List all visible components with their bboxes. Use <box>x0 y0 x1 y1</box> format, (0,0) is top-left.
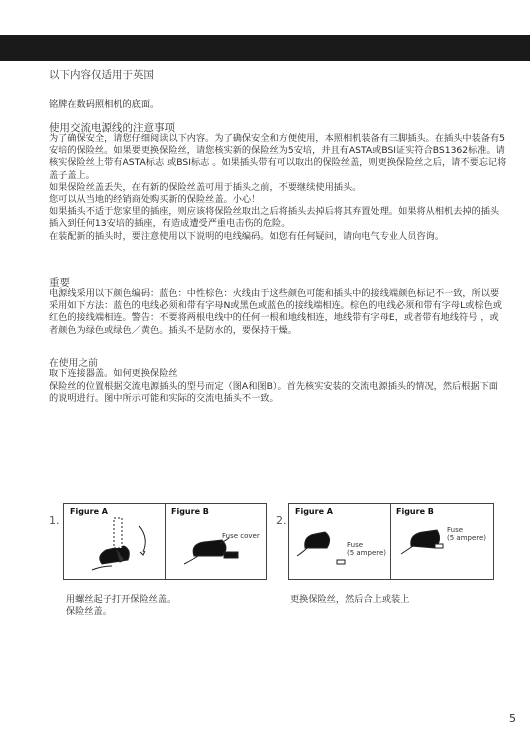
section-title-power-cord: 使用交流电源线的注意事项 <box>49 122 175 134</box>
fuse-text <box>49 381 507 405</box>
paragraph: 保险丝的位置根据交流电源插头的型号而定（图A和图B）。首先核实安装的交流电源插头的情况，然后根据下面的说明进行。图中所示可能和实际的交流电插头不一致。 <box>49 381 498 405</box>
step2-caption: 更换保险丝，然后合上或装上 <box>290 594 410 605</box>
fuse-callout-b: Fuse (5 ampere) <box>447 526 487 542</box>
figure-step1 <box>63 503 267 580</box>
paragraph: 在装配新的插头时，要注意使用以下说明的电线编码。如您有任何疑问，请向电气专业人员咨询。 <box>49 230 445 242</box>
section-title-before-use: 在使用之前 <box>49 358 98 369</box>
step-number: 1. <box>49 514 60 527</box>
paragraph: 如果保险丝盖丢失，在有新的保险丝盖可用于插头之前，不要继续使用插头。 <box>49 181 362 193</box>
header-bar <box>0 35 530 61</box>
step-number: 2. <box>276 514 287 527</box>
figure-step2 <box>288 503 494 580</box>
paragraph: 电源线采用以下颜色编码：蓝色：中性棕色：火线由于这些颜色可能和插头中的接线端颜色标记不一致，所以要采用如下方法：蓝色的电线必须和带有字母N或黑色或蓝色的接线端相连。棕色的电线必须和带有字母L或棕色或红色的接线端相连。警告：不要将两根电线中的任何一根和地线相连，地线带有字母E，或者带有地线符号 ，或者颜色为绿色或绿色／黄色。插头不是防水的，要保持干燥。 <box>49 288 502 336</box>
section-body-power-cord <box>49 133 507 243</box>
paragraph: 取下连接器盖。如何更换保险丝 <box>49 368 178 379</box>
uk-only-note: 以下内容仅适用于英国 <box>49 69 154 81</box>
before-use-text <box>49 368 507 380</box>
figure-a-label: Figure A <box>295 507 333 516</box>
paragraph: 为了确保安全，请您仔细阅读以下内容。为了确保安全和方便使用，本照相机装备有三脚插头。在插头中装备有5安培的保险丝。如果要更换保险丝，请您核实新的保险丝为5安培，并且有ASTA或BSI证实符合BS1362标准。请核实保险丝上带有ASTA标志 或BSI标志 。如果插头带有可以取出的保险丝盖，则更换保险丝之后，请不要忘记将盖子盖上。 <box>49 133 507 181</box>
figure-b-label: Figure B <box>171 507 209 516</box>
step1-caption: 用螺丝起子打开保险丝盖。 保险丝盖。 <box>66 594 177 617</box>
fuse-cover-callout: Fuse cover <box>222 532 260 540</box>
paragraph: 您可以从当地的经销商处购买新的保险丝盖。小心！ <box>49 194 261 206</box>
page-number: 5 <box>509 712 516 725</box>
rating-note: 铭牌在数码照相机的底面。 <box>49 99 160 110</box>
fuse-callout-a: Fuse (5 ampere) <box>347 541 387 557</box>
figure-a-label: Figure A <box>70 507 108 516</box>
section-title-important: 重要 <box>49 277 70 289</box>
section-body-important <box>49 288 507 337</box>
plug-screwdriver-illustration <box>64 504 266 579</box>
figure-b-label: Figure B <box>396 507 434 516</box>
paragraph: 如果插头不适于您家里的插座，则应该将保险丝取出之后将插头去掉后将其弃置处理。如果将从相机去掉的插头插入到任何13安培的插座，有造成遭受严重电击伤的危险。 <box>49 206 500 230</box>
